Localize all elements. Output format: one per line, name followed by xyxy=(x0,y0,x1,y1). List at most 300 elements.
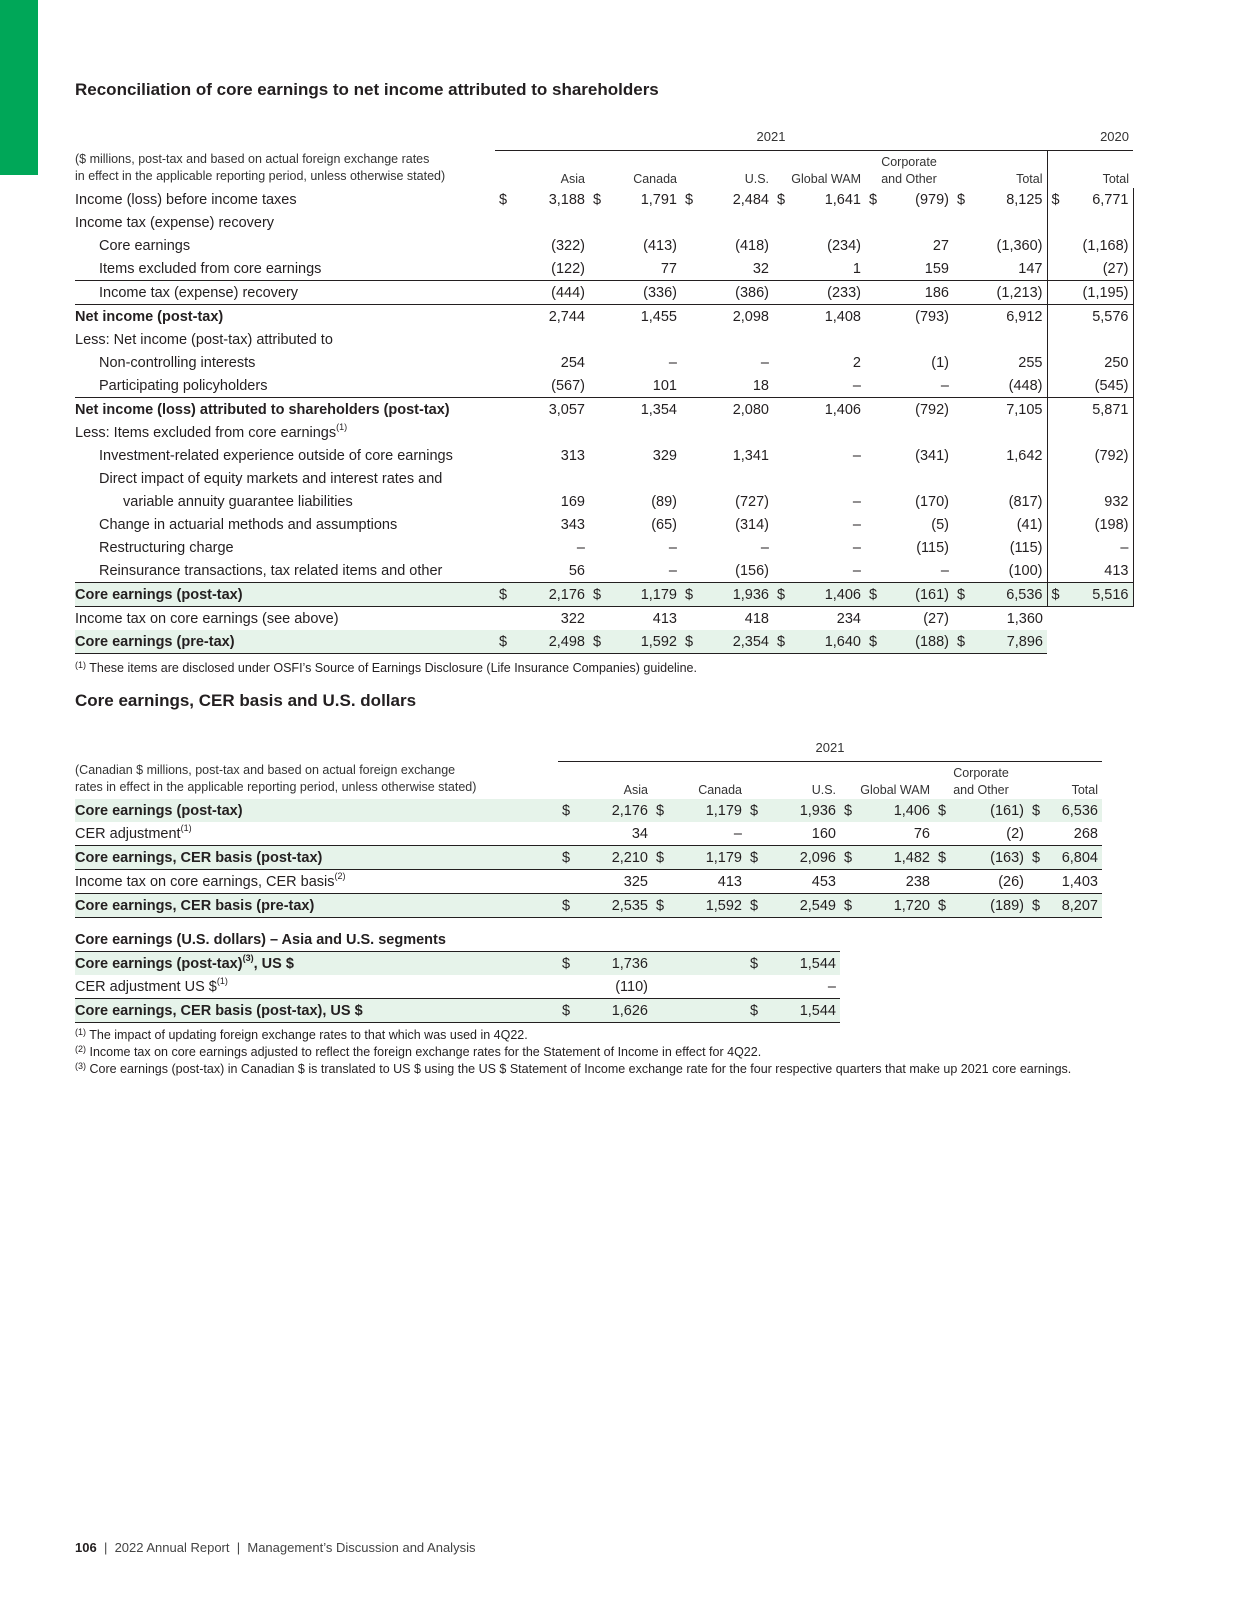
cell-value: 1,179 xyxy=(611,582,681,606)
cell-value: 169 xyxy=(560,493,585,510)
col-header-global-wam: Global WAM xyxy=(773,151,865,188)
table-row xyxy=(75,513,1133,536)
cell-value: 8,125 xyxy=(1006,191,1043,208)
cell-value xyxy=(703,328,773,351)
row-label: Less: Items excluded from core earnings$^{(1)}$ xyxy=(75,421,348,441)
section-title-reconciliation: Reconciliation of core earnings to net income attributed to shareholders xyxy=(75,80,659,99)
cell-value-asia: (110) xyxy=(580,975,652,999)
row-label: Income tax on core earnings (see above) xyxy=(75,606,495,630)
cell-value: 147 xyxy=(975,257,1047,281)
cell-value xyxy=(1069,630,1133,654)
cell-value: 1 xyxy=(795,257,865,281)
cell-value: 34 xyxy=(580,822,652,846)
dollar-sign: $ xyxy=(558,893,580,917)
cell-value: 27 xyxy=(932,237,949,254)
cell-value: 1,455 xyxy=(640,308,677,325)
cell-value-asia: 1,736 xyxy=(580,951,652,975)
dollar-sign xyxy=(495,328,517,351)
dollar-sign xyxy=(495,490,517,513)
cell-value: 413 xyxy=(652,610,677,627)
dollar-sign xyxy=(681,280,703,304)
row-label: Core earnings (post-tax) xyxy=(75,582,495,606)
cell-value: 325 xyxy=(580,869,652,893)
col-header-canada: Canada xyxy=(589,151,681,188)
dollar-sign xyxy=(1047,351,1069,374)
dollar-sign xyxy=(865,351,887,374)
cell-value: 1,179 xyxy=(674,845,746,869)
dollar-sign: $ xyxy=(681,630,703,654)
dollar-sign xyxy=(953,490,975,513)
cell-value: 3,057 xyxy=(548,401,585,418)
dollar-sign xyxy=(589,234,611,257)
cell-value: (413) xyxy=(643,237,677,254)
cell-value: 1,641 xyxy=(824,191,861,208)
dollar-sign xyxy=(865,304,887,328)
cell-value: 343 xyxy=(560,516,585,533)
dollar-sign xyxy=(495,397,517,421)
cell-value: 186 xyxy=(887,280,953,304)
row-label: Direct impact of equity markets and interest rates and xyxy=(99,470,443,487)
cell-value-asia: 1,626 xyxy=(580,998,652,1022)
cell-value: 238 xyxy=(862,869,934,893)
dollar-sign: $ xyxy=(558,998,580,1022)
cell-value: 2 xyxy=(852,354,861,371)
cell-value: (198) xyxy=(1069,513,1133,536)
dollar-sign: $ xyxy=(746,951,768,975)
row-label: Change in actuarial methods and assumptions xyxy=(99,516,398,533)
us-table-row xyxy=(75,951,1102,975)
dollar-sign xyxy=(589,513,611,536)
cell-value: 18 xyxy=(703,374,773,398)
dollar-sign xyxy=(589,257,611,281)
cell-value: – xyxy=(852,447,861,464)
row-label: Reinsurance transactions, tax related items and other xyxy=(75,559,495,583)
table-row xyxy=(75,490,1133,513)
cell-value: (545) xyxy=(1069,374,1133,398)
us-table-row xyxy=(75,975,1102,999)
table-row xyxy=(75,606,1133,630)
row-label: Core earnings, CER basis (pre-tax) xyxy=(75,893,558,917)
dollar-sign: $ xyxy=(957,191,966,208)
cell-value: 2,080 xyxy=(732,401,769,418)
cell-value xyxy=(1069,328,1133,351)
dollar-sign xyxy=(746,975,768,999)
footnote-1: $^{(1)}$ These items are disclosed under OSFI’s Source of Earnings Disclosure (Life Insurance Companies) guideline. xyxy=(75,660,697,675)
dollar-sign xyxy=(934,822,956,846)
row-label: Net income (loss) attributed to shareholders (post-tax) xyxy=(75,401,450,418)
cell-value: – xyxy=(760,539,769,556)
cer-col-header-corporate: Corporate and Other xyxy=(934,762,1028,799)
table-row xyxy=(75,188,1133,211)
cell-value: 254 xyxy=(560,354,585,371)
cell-value: (115) xyxy=(1009,539,1043,556)
cell-value xyxy=(611,211,681,234)
cell-value: 8,207 xyxy=(1050,893,1102,917)
reconciliation-table xyxy=(75,122,1134,654)
table-description: ($ millions, post-tax and based on actual foreign exchange rates in effect in the applicable reporting period, unless otherwise stated) xyxy=(75,151,446,183)
cell-value: 1,354 xyxy=(640,401,677,418)
cell-value: (1,168) xyxy=(1069,234,1133,257)
dollar-sign xyxy=(953,234,975,257)
cell-value: (170) xyxy=(915,493,949,510)
cell-value: 32 xyxy=(703,257,773,281)
table-row xyxy=(75,822,1102,846)
dollar-sign xyxy=(495,467,517,490)
cell-value xyxy=(887,421,953,444)
table-row xyxy=(75,234,1133,257)
col-header-asia: Asia xyxy=(495,151,589,188)
cell-value: 5,576 xyxy=(1069,304,1133,328)
cer-footnotes xyxy=(75,1027,1071,1078)
dollar-sign xyxy=(746,822,768,846)
cell-value: 6,536 xyxy=(975,582,1047,606)
dollar-sign xyxy=(865,280,887,304)
cell-value xyxy=(703,467,773,490)
cell-value: (444) xyxy=(517,280,589,304)
dollar-sign xyxy=(773,328,795,351)
cell-value: 250 xyxy=(1069,351,1133,374)
cell-value xyxy=(795,328,865,351)
table-row xyxy=(75,421,1133,444)
cer-col-header-global-wam: Global WAM xyxy=(840,762,934,799)
dollar-sign xyxy=(652,869,674,893)
cell-value: 234 xyxy=(836,610,861,627)
dollar-sign xyxy=(589,397,611,421)
cell-value: 1,360 xyxy=(1006,610,1043,627)
dollar-sign xyxy=(953,397,975,421)
dollar-sign: $ xyxy=(869,191,878,208)
dollar-sign xyxy=(773,536,795,559)
dollar-sign xyxy=(1047,257,1069,281)
cer-footnote-2: $^{(2)}$ Income tax on core earnings adjusted to reflect the foreign exchange rates for the Statement of Income in effect for 4Q22. xyxy=(75,1044,762,1059)
dollar-sign xyxy=(865,606,887,630)
dollar-sign xyxy=(865,234,887,257)
table-row xyxy=(75,374,1133,398)
dollar-sign xyxy=(681,351,703,374)
cell-value: (567) xyxy=(517,374,589,398)
cell-value: 2,744 xyxy=(548,308,585,325)
dollar-sign xyxy=(865,444,887,467)
table-row xyxy=(75,630,1133,654)
dollar-sign xyxy=(589,351,611,374)
cell-value: 2,096 xyxy=(768,845,840,869)
cell-value xyxy=(611,467,681,490)
dollar-sign xyxy=(681,513,703,536)
cell-value: (979) xyxy=(915,191,949,208)
cell-value: 159 xyxy=(887,257,953,281)
table-row xyxy=(75,582,1133,606)
cell-value: 3,188 xyxy=(548,191,585,208)
dollar-sign: $ xyxy=(746,799,768,822)
dollar-sign xyxy=(681,304,703,328)
dollar-sign xyxy=(558,869,580,893)
cell-value: – xyxy=(668,539,677,556)
cell-value: (100) xyxy=(975,559,1047,583)
dollar-sign xyxy=(681,467,703,490)
dollar-sign xyxy=(495,351,517,374)
dollar-sign: $ xyxy=(1047,582,1069,606)
cell-value xyxy=(887,328,953,351)
dollar-sign: $ xyxy=(652,893,674,917)
cell-value xyxy=(1069,421,1133,444)
cell-value: 1,406 xyxy=(795,582,865,606)
dollar-sign xyxy=(953,606,975,630)
cell-value: 6,771 xyxy=(1069,188,1133,211)
dollar-sign xyxy=(865,211,887,234)
table-row xyxy=(75,280,1133,304)
cell-value xyxy=(795,467,865,490)
dollar-sign xyxy=(589,280,611,304)
cell-value: – xyxy=(887,559,953,583)
cell-value: (1,213) xyxy=(975,280,1047,304)
dollar-sign: $ xyxy=(840,845,862,869)
dollar-sign: $ xyxy=(558,799,580,822)
cell-value: 1,640 xyxy=(795,630,865,654)
row-label: Income tax (expense) recovery xyxy=(75,280,495,304)
cell-value: – xyxy=(668,354,677,371)
dollar-sign: $ xyxy=(934,893,956,917)
page-footer: 106 | 2022 Annual Report | Management’s Discussion and Analysis xyxy=(75,1540,476,1555)
dollar-sign xyxy=(773,421,795,444)
dollar-sign xyxy=(495,374,517,398)
cell-value xyxy=(517,467,589,490)
cell-value: 1,592 xyxy=(674,893,746,917)
cell-value: 1,592 xyxy=(611,630,681,654)
dollar-sign xyxy=(1028,869,1050,893)
cell-value: 77 xyxy=(611,257,681,281)
cell-value: (156) xyxy=(703,559,773,583)
dollar-sign xyxy=(1047,234,1069,257)
cell-value: – xyxy=(852,493,861,510)
dollar-sign xyxy=(1047,374,1069,398)
cell-value: (233) xyxy=(795,280,865,304)
cell-value: 418 xyxy=(744,610,769,627)
dollar-sign xyxy=(953,421,975,444)
dollar-sign: $ xyxy=(840,799,862,822)
cell-value xyxy=(975,421,1047,444)
dollar-sign xyxy=(1028,822,1050,846)
cell-value-us: 1,544 xyxy=(768,998,840,1022)
cell-value xyxy=(795,421,865,444)
dollar-sign xyxy=(1047,421,1069,444)
cell-value: 6,804 xyxy=(1050,845,1102,869)
dollar-sign xyxy=(589,490,611,513)
cell-value: (115) xyxy=(916,539,949,556)
dollar-sign xyxy=(495,513,517,536)
dollar-sign xyxy=(953,211,975,234)
col-header-total: Total xyxy=(953,151,1047,188)
row-label: Non-controlling interests xyxy=(99,354,256,371)
cell-value: (41) xyxy=(1016,516,1043,533)
cell-value: 7,105 xyxy=(1006,401,1043,418)
cell-value: 932 xyxy=(1069,490,1133,513)
row-label: Core earnings (post-tax)$^{(3)}$, US $ xyxy=(75,951,558,975)
dollar-sign xyxy=(865,536,887,559)
row-label: Less: Net income (post-tax) attributed to xyxy=(75,331,333,348)
dollar-sign: $ xyxy=(589,582,611,606)
dollar-sign xyxy=(953,444,975,467)
cell-value: – xyxy=(674,822,746,846)
dollar-sign: $ xyxy=(865,582,887,606)
cell-value: 1,482 xyxy=(862,845,934,869)
cell-value xyxy=(1069,606,1133,630)
dollar-sign xyxy=(840,822,862,846)
dollar-sign xyxy=(589,328,611,351)
dollar-sign xyxy=(953,513,975,536)
dollar-sign xyxy=(495,280,517,304)
dollar-sign: $ xyxy=(1028,845,1050,869)
dollar-sign: $ xyxy=(746,845,768,869)
dollar-sign xyxy=(1047,328,1069,351)
cell-value: 7,896 xyxy=(975,630,1047,654)
dollar-sign xyxy=(558,822,580,846)
report-name: 2022 Annual Report xyxy=(114,1540,230,1555)
cell-value: – xyxy=(852,539,861,556)
us-segment-header: Core earnings (U.S. dollars) – Asia and U.S. segments xyxy=(75,931,446,948)
table-row xyxy=(75,799,1102,822)
dollar-sign xyxy=(589,536,611,559)
cell-value xyxy=(1069,467,1133,490)
table-row xyxy=(75,328,1133,351)
dollar-sign xyxy=(495,304,517,328)
cer-col-header-asia: Asia xyxy=(558,762,652,799)
dollar-sign xyxy=(865,257,887,281)
cell-value: (336) xyxy=(611,280,681,304)
table-row xyxy=(75,444,1133,467)
cell-value: 413 xyxy=(1069,559,1133,583)
cell-value: 453 xyxy=(768,869,840,893)
cell-value: 76 xyxy=(862,822,934,846)
dollar-sign: $ xyxy=(558,845,580,869)
cell-value: (163) xyxy=(956,845,1028,869)
table-row xyxy=(75,304,1133,328)
cell-value: (26) xyxy=(956,869,1028,893)
row-label: Core earnings xyxy=(99,237,191,254)
cell-value: (792) xyxy=(915,401,949,418)
row-label: Core earnings, CER basis (post-tax) xyxy=(75,845,558,869)
cell-value: – xyxy=(576,539,585,556)
dollar-sign: $ xyxy=(865,630,887,654)
cell-value: 6,912 xyxy=(1006,308,1043,325)
cell-value: 2,176 xyxy=(580,799,652,822)
dollar-sign xyxy=(953,280,975,304)
cell-value: (27) xyxy=(923,610,949,627)
dollar-sign: $ xyxy=(773,582,795,606)
cell-value: 1,341 xyxy=(732,447,769,464)
dollar-sign: $ xyxy=(1028,799,1050,822)
cell-value: 413 xyxy=(674,869,746,893)
cell-value: 56 xyxy=(517,559,589,583)
cell-value: 1,406 xyxy=(862,799,934,822)
dollar-sign xyxy=(865,328,887,351)
cell-value: (341) xyxy=(915,447,949,464)
cell-value: 1,406 xyxy=(824,401,861,418)
dollar-sign xyxy=(773,490,795,513)
dollar-sign xyxy=(773,257,795,281)
dollar-sign: $ xyxy=(681,582,703,606)
dollar-sign xyxy=(773,374,795,398)
cell-value: 1,936 xyxy=(768,799,840,822)
cer-table-description: (Canadian $ millions, post-tax and based on actual foreign exchange rates in effect in the applicable reporting period, unless otherwise stated) xyxy=(75,762,477,794)
cell-value: 160 xyxy=(768,822,840,846)
cell-value: (27) xyxy=(1069,257,1133,281)
cell-value: (161) xyxy=(887,582,953,606)
dollar-sign: $ xyxy=(773,630,795,654)
cell-value: 1,408 xyxy=(824,308,861,325)
dollar-sign xyxy=(773,467,795,490)
dollar-sign xyxy=(746,869,768,893)
table-row xyxy=(75,869,1102,893)
cell-value xyxy=(517,421,589,444)
year-2020-header: 2020 xyxy=(1100,129,1129,144)
dollar-sign xyxy=(589,467,611,490)
dollar-sign xyxy=(589,606,611,630)
dollar-sign xyxy=(495,606,517,630)
cell-value xyxy=(1069,211,1133,234)
dollar-sign xyxy=(773,280,795,304)
table-row xyxy=(75,536,1133,559)
dollar-sign xyxy=(495,257,517,281)
cell-value: 255 xyxy=(1018,354,1043,371)
row-label: CER adjustment US \$$^{(1)}$ xyxy=(75,975,558,999)
cell-value: (161) xyxy=(956,799,1028,822)
dollar-sign xyxy=(681,328,703,351)
year-2021-header: 2021 xyxy=(756,129,786,144)
table-row xyxy=(75,467,1133,490)
cell-value: – xyxy=(1069,536,1133,559)
cell-value: 2,176 xyxy=(517,582,589,606)
cell-value: (448) xyxy=(975,374,1047,398)
dollar-sign xyxy=(495,234,517,257)
cell-value xyxy=(975,328,1047,351)
dollar-sign xyxy=(495,444,517,467)
dollar-sign xyxy=(953,467,975,490)
dollar-sign xyxy=(773,304,795,328)
dollar-sign xyxy=(773,351,795,374)
cell-value: 101 xyxy=(611,374,681,398)
cer-col-header-canada: Canada xyxy=(652,762,746,799)
cell-value: – xyxy=(852,516,861,533)
year-2021-header-cer: 2021 xyxy=(815,740,845,755)
dollar-sign xyxy=(681,421,703,444)
cell-value xyxy=(517,328,589,351)
dollar-sign: $ xyxy=(934,845,956,869)
cell-value: 2,549 xyxy=(768,893,840,917)
cell-value: (1,195) xyxy=(1069,280,1133,304)
cell-value xyxy=(975,211,1047,234)
dollar-sign: $ xyxy=(685,191,694,208)
dollar-sign xyxy=(589,421,611,444)
dollar-sign xyxy=(953,559,975,583)
dollar-sign xyxy=(953,374,975,398)
dollar-sign xyxy=(840,869,862,893)
cell-value xyxy=(703,421,773,444)
cell-value: (1,360) xyxy=(996,237,1043,254)
cell-value xyxy=(795,211,865,234)
dollar-sign xyxy=(681,490,703,513)
cer-footnote-3: $^{(3)}$ Core earnings (post-tax) in Canadian $ is translated to US $ using the US $ Statement of Income exchange rate for the four respective quarters that make up 2021 core earnings. xyxy=(75,1061,1072,1076)
table-row xyxy=(75,845,1102,869)
row-label: Income tax (expense) recovery xyxy=(75,214,275,231)
cell-value xyxy=(611,421,681,444)
dollar-sign xyxy=(681,536,703,559)
dollar-sign: $ xyxy=(495,582,517,606)
cell-value: (65) xyxy=(651,516,677,533)
dollar-sign: $ xyxy=(495,630,517,654)
row-label: Core earnings (pre-tax) xyxy=(75,630,495,654)
dollar-sign xyxy=(1047,304,1069,328)
dollar-sign xyxy=(1047,513,1069,536)
